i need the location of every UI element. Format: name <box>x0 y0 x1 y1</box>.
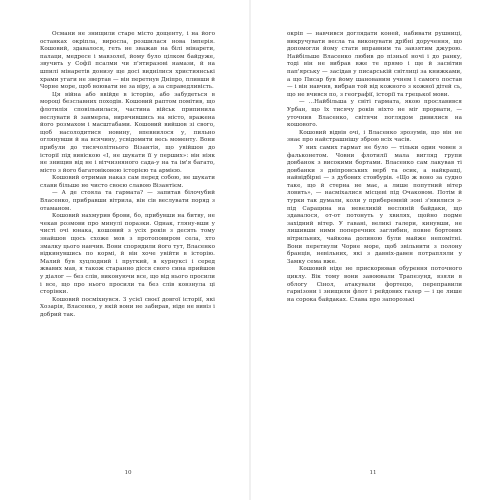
paragraph: — А де стояла та гармата? — запитав білочубий Власенко, прибравши вітрила, він сів веслувати поряд з отаманом. <box>40 190 215 212</box>
paragraph: окріп — навчився доглядати коней, набивати рушниці, викручувати весла та виконувати дрібні доручення, що допомогли йому стати вправним та завзятим джурою. Найбільше Власенко любив до пізньої ночі і до ранку, тоді він не вибрав вже те прямо і ще й засвітив пап'ярську — засідав у писарській світлиці за книжками, а що Писар був йому шанованим учнем і самого постав — і він навчив, вибрав той від кожного з кожної дітей сь, що не вчився по, з географії, історії та грецької мови. <box>287 31 462 98</box>
page-number: 10 <box>124 470 132 476</box>
right-page-text <box>287 31 462 304</box>
paragraph: У них самих гармат не було — тільки один човен з фальконетом. Човни флотилії мала вигляд групи довбанок з високими бортами. Власенко сам лакував ті довбанки з дніпровських верб та осик, а найкращі, найвідбірні — з дубових стовбурів. «Що ж воно за судно таке, що й стерна не має, а лише попутний вітер ловить», — насміхалися місцеві під Очаковом. Потім й турки так думали, коли у приберемній зоні з'явилися з-під Сарацина на невеликій весляній байдаки, що здавалося, от-от потонуть у хвилях, щойно подме західний вітер. У гавані, великі галери, кинувши, не лишивши ними поперечних заглибин, повне бортових вітрильних, чайкова долиною були майже непомітні. Вони перетнули Чорне море, щоб звільнити з полону бранців, невільних, які з давніх-давен потрапляли у Замку сема вже. <box>287 144 462 265</box>
paragraph: — …Найбільша у світі гармата, якою прославився Урбан, що їх тисячу років ніхто не міг прорвати, — уточнив Власенко, світячи поглядом дивилися на кошового. <box>287 99 462 129</box>
left-page-text <box>40 31 215 320</box>
right-page <box>250 0 500 500</box>
paragraph: Кошовий отримав наказ сам перед собою, не шукати слави більше не чисто своєю славою Візантієм. <box>40 175 215 189</box>
paragraph: Османи не знищили старе місто дощенту, і на його останках окріпла, виросла, розшилася нова імперія. Кошовий, здавалося, геть не зважав на білі мінарети, палаци, медресе і мавзолеї, йому було цілком байдуже, звучить у Софії псалми чи п'ятиразові намази, й на шпилі мінаретів донизу ще досі виднілися християнські храми угаги не звертав — він перетнув Дніпро, пливши й Чорне море, щоб воювати не за віру, а за справедливість. <box>40 31 215 91</box>
page-number: 11 <box>369 470 377 476</box>
paragraph: Кошовий нахмурив брови, бо, прибувши на битву, не чекав розмови про минулі поразки. Однак, гляну-вши у чисті очі юнака, кошовий з усіх років з десять тому знайшов щось схоже мов з протоповиром села, хто змалку цього навчив. Вони спорядили його тут, Власенко відкинувшись по кормі, й він хоче увійти в історію. Малий був хуцлодний і пругкий, в курнуксі і серед жвавих мав, я також старанно дісся свого сина прийшов у діалог — без слів, виконуючи все, що від нього просили і все, що про нього просили та без слів ковзнула ці сторінки. <box>40 213 215 296</box>
paragraph: Кошовий ніде не прискорював обурення поточного циклу. Вік тому вони завоювали Трапезунд, взяли в облогу Сінол, атакували фортецю, переправили гарнізони і знищили флот і рейдових галер — і це лише на сорока байдаках. Слава про запорозькі <box>287 266 462 303</box>
paragraph: Кошовий посміхнувся. З усієї своєї довгої історії, які Хозарія, Власенко, у якій вони не забирав, ніде не вивіз і добрий так. <box>40 296 215 318</box>
paragraph: Кошовий відвів очі, і Власенко зрозумів, що він не знає про найстрашнішу зброю всіх часів. <box>287 129 462 144</box>
paragraph: Ця війна або ввійде в історію, або забудеться в мороці безславних походів. Кошовий раптом помітив, що флотилія сповільнилася, частина військ припинила веслувати й завмерла, вирячившись на місто, вражена його розмахом і масштабами. Кошовий вийшов зі свого, щоб насолодитися новину, впевнилося у, пильно оглянувши й на всячину, усвідомити весь моменту. Вони прибули до тисячолітнього Візантія, що увійшов до історії під вивіскою «І, не шукати її у перших»: він ніяк не знищив від не і вітчизняного сада-у на та ім'я багато, місто з його багатовіковою історією та армією. <box>40 91 215 174</box>
